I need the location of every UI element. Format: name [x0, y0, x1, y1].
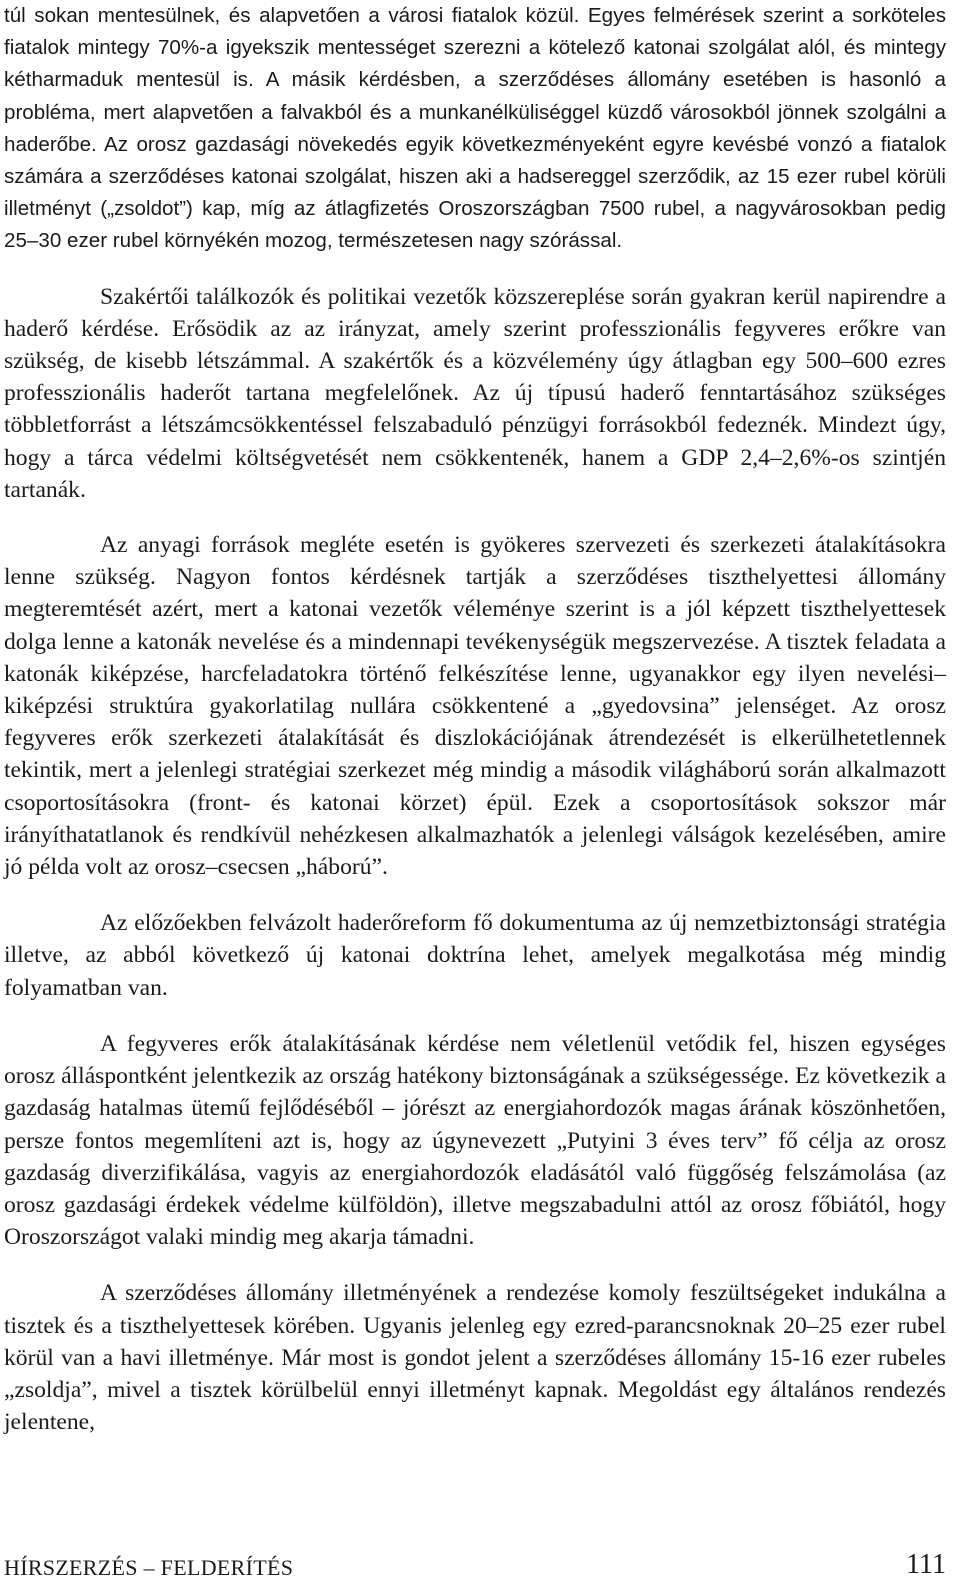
paragraph-5: A fegyveres erők átalakításának kérdése nem véletlenül vetődik fel, hiszen egységes orosz álláspontként jelentkezik az ország hatékony biztonságának a szükségessége. Ez következik a gazdaság hatalmas ütemű fejlődéséből – jórészt az energiahordozók magas árának köszönhetően, persze fontos megemlíteni azt is, hogy az úgynevezett „Putyini 3 éves terv” fő célja az orosz gazdaság diverzifikálása, vagyis az energiahordozók eladásától való függőség felszámolása (az orosz gazdasági érdekek védelme külföldön), illetve megszabadulni attól az orosz főbiától, hogy Oroszországot valaki mindig meg akarja támadni. — [4, 1030, 946, 1251]
paragraph-2: Szakértői találkozók és politikai vezetők közszereplése során gyakran kerül napirendre a haderő kérdése. Erősödik az az irányzat, amely szerint professzionális fegyveres erőkre van szükség, de kisebb létszámmal. A szakértők és a közvélemény úgy átlagban egy 500–600 ezres professzionális haderőt tartana megfelelőnek. Az új típusú haderő fenntartásához szükséges többletforrást a létszámcsökkentéssel felszabaduló pénzügyi forrásokból fedeznék. Mindezt úgy, hogy a tárca védelmi költségvetését nem csökkentenék, hanem a GDP 2,4–2,6%-os szintjén tartanák. — [4, 283, 946, 503]
paragraph-3: Az anyagi források megléte esetén is gyökeres szervezeti és szerkezeti átalakításokra lenne szükség. Nagyon fontos kérdésnek tartják a szerződéses tiszthelyettesi állomány megteremtését azért, mert a katonai vezetők véleménye szerint is a jól képzett tiszthelyettesek dolga lenne a katonák nevelése és a mindennapi tevékenységük megszervezése. A tisztek feladata a katonák kiképzése, harcfeladatokra történő felkészítése lenne, ugyanakkor egy ilyen nevelési–kiképzési struktúra gyakorlatilag nullára csökkentené a „gyedovsina” jelenséget. Az orosz fegyveres erők szerkezeti átalakítását és diszlokációjának átrendezését is elkerülhetetlennek tekintik, mert a jelenlegi stratégiai szerkezet még mindig a második világháború során alkalmazott csoportosításokra (front- és katonai körzet) épül. Ezek a csoportosítások sokszor már irányíthatatlanok és rendkívül nehézkesen alkalmazhatók a jelenlegi válságok kezelésében, amire jó példa volt az orosz–csecsen „háború”. — [4, 532, 946, 881]
paragraph-6: A szerződéses állomány illetményének a rendezése komoly feszültségeket indukálna a tisztek és a tiszthelyettesek körében. Ugyanis jelenleg egy ezred-parancsnoknak 20–25 ezer rubel körül van a havi illetménye. Már most is gondot jelent a szerződéses állomány 15-16 ezer rubeles „zsoldja”, mivel a tisztek körülbelül ennyi illetményt kapnak. Megoldást egy általános rendezés jelentene, — [4, 1280, 946, 1436]
paragraph-1: túl sokan mentesülnek, és alapvetően a városi fiatalok közül. Egyes felmérések szerint a sorköteles fiatalok mintegy 70%-a igyekszik mentességet szerezni a kötelező katonai szolgálat alól, és mintegy kétharmaduk mentesül is. A másik kérdésben, a szerződéses állomány esetében is hasonló a probléma, mert alapvetően a falvakból és a munkanélküliséggel küzdő városokból jönnek szolgálni a haderőbe. Az orosz gazdasági növekedés egyik következményeként egyre kevésbé vonzó a fiatalok számára a szerződéses katonai szolgálat, hiszen aki a hadsereggel szerződik, az 15 ezer rubel körüli illetményt („zsoldot”) kap, míg az átlagfizetés Oroszországban 7500 rubel, a nagyvárosokban pedig 25–30 ezer rubel környékén mozog, természetesen nagy szórással. — [4, 4, 946, 253]
paragraph-4: Az előzőekben felvázolt haderőreform fő dokumentuma az új nemzetbiztonsági stratégia illetve, az abból következő új katonai doktrína lehet, amelyek megalkotása még mindig folyamatban van. — [4, 910, 946, 1001]
page-footer — [4, 1545, 946, 1581]
journal-title: HÍRSZERZÉS – FELDERÍTÉS — [4, 1555, 294, 1580]
document-body — [4, 0, 946, 1438]
page-number: 111 — [906, 1549, 946, 1580]
